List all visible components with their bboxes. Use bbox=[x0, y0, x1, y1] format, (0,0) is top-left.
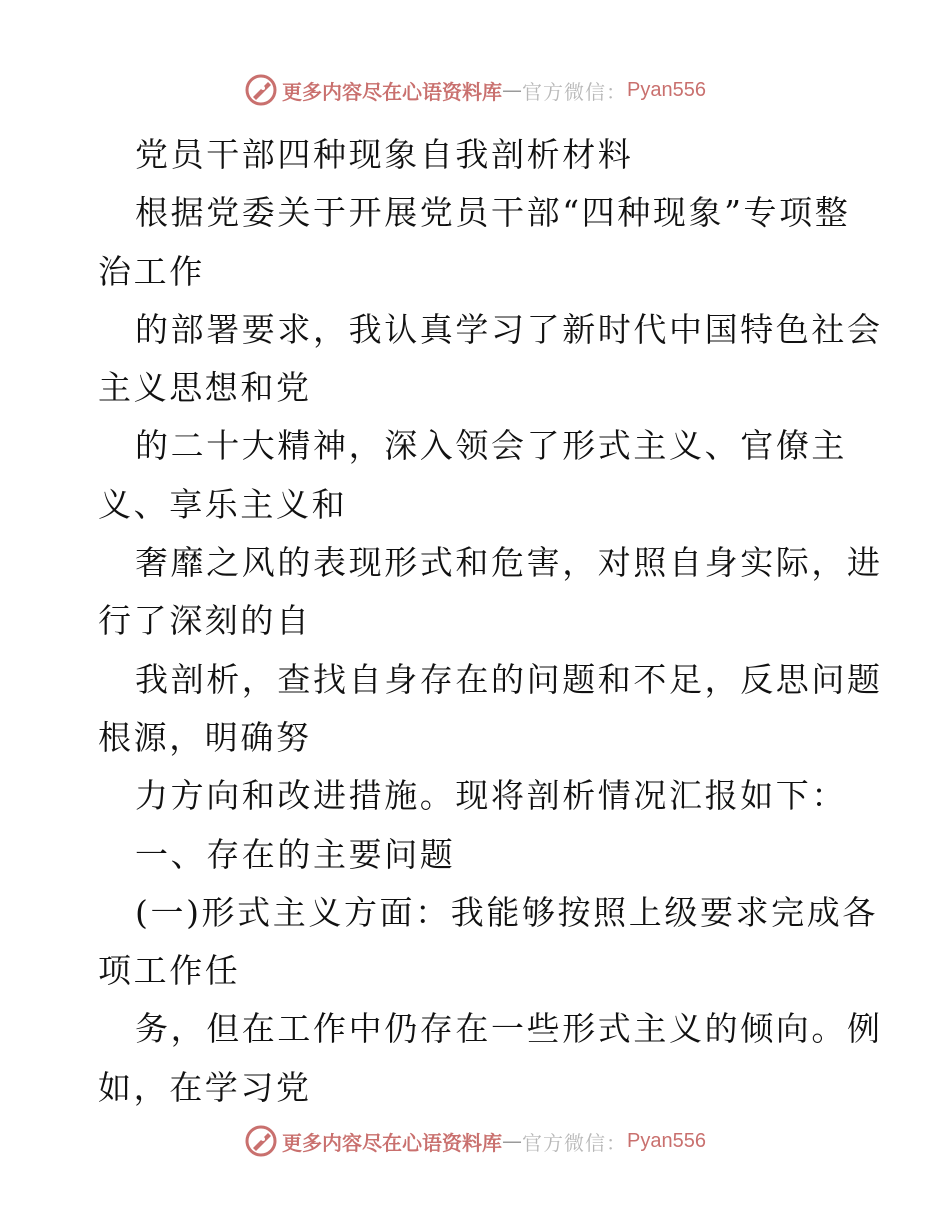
text-line: 行了深刻的自 bbox=[98, 601, 312, 641]
watermark-wechat-label: 官方微信： bbox=[522, 1130, 628, 1155]
document-title: 党员干部四种现象自我剖析材料 bbox=[135, 135, 634, 174]
watermark-separator: — bbox=[502, 78, 523, 102]
text-line: 根源，明确努 bbox=[98, 717, 312, 757]
footer-watermark bbox=[0, 1121, 950, 1161]
text-line: 如，在学习党 bbox=[98, 1067, 312, 1107]
text-line: 项工作任 bbox=[98, 951, 241, 991]
text-line: 的部署要求，我认真学习了新时代中国特色社会 bbox=[135, 309, 883, 349]
text-line: 根据党委关于开展党员干部“四种现象”专项整 bbox=[135, 193, 851, 233]
text-line: 奢靡之风的表现形式和危害，对照自身实际，进 bbox=[135, 543, 883, 583]
text-line: 我剖析，查找自身存在的问题和不足，反思问题 bbox=[135, 659, 883, 699]
text-line: 务，但在工作中仍存在一些形式主义的倾向。例 bbox=[135, 1009, 883, 1049]
header-watermark bbox=[0, 70, 950, 110]
section-heading: 一、存在的主要问题 bbox=[135, 834, 456, 874]
watermark-wechat-id: Pyan556 bbox=[627, 1129, 706, 1152]
watermark-brand: 更多内容尽在心语资料库 bbox=[282, 79, 503, 104]
watermark-wechat-id: Pyan556 bbox=[627, 78, 706, 101]
text-line: 治工作 bbox=[98, 251, 205, 291]
pen-nib-logo-icon bbox=[244, 1124, 278, 1158]
watermark-separator: — bbox=[502, 1129, 523, 1153]
watermark-brand: 更多内容尽在心语资料库 bbox=[282, 1130, 503, 1155]
document-body bbox=[98, 126, 883, 1117]
watermark-wechat-label: 官方微信： bbox=[522, 79, 628, 104]
pen-nib-logo-icon bbox=[244, 73, 278, 107]
text-line: 力方向和改进措施。现将剖析情况汇报如下： bbox=[135, 776, 847, 816]
subsection-line: (一)形式主义方面：我能够按照上级要求完成各 bbox=[135, 892, 878, 932]
text-line: 的二十大精神，深入领会了形式主义、官僚主 bbox=[135, 426, 847, 466]
text-line: 义、享乐主义和 bbox=[98, 484, 348, 524]
text-line: 主义思想和党 bbox=[98, 368, 312, 408]
